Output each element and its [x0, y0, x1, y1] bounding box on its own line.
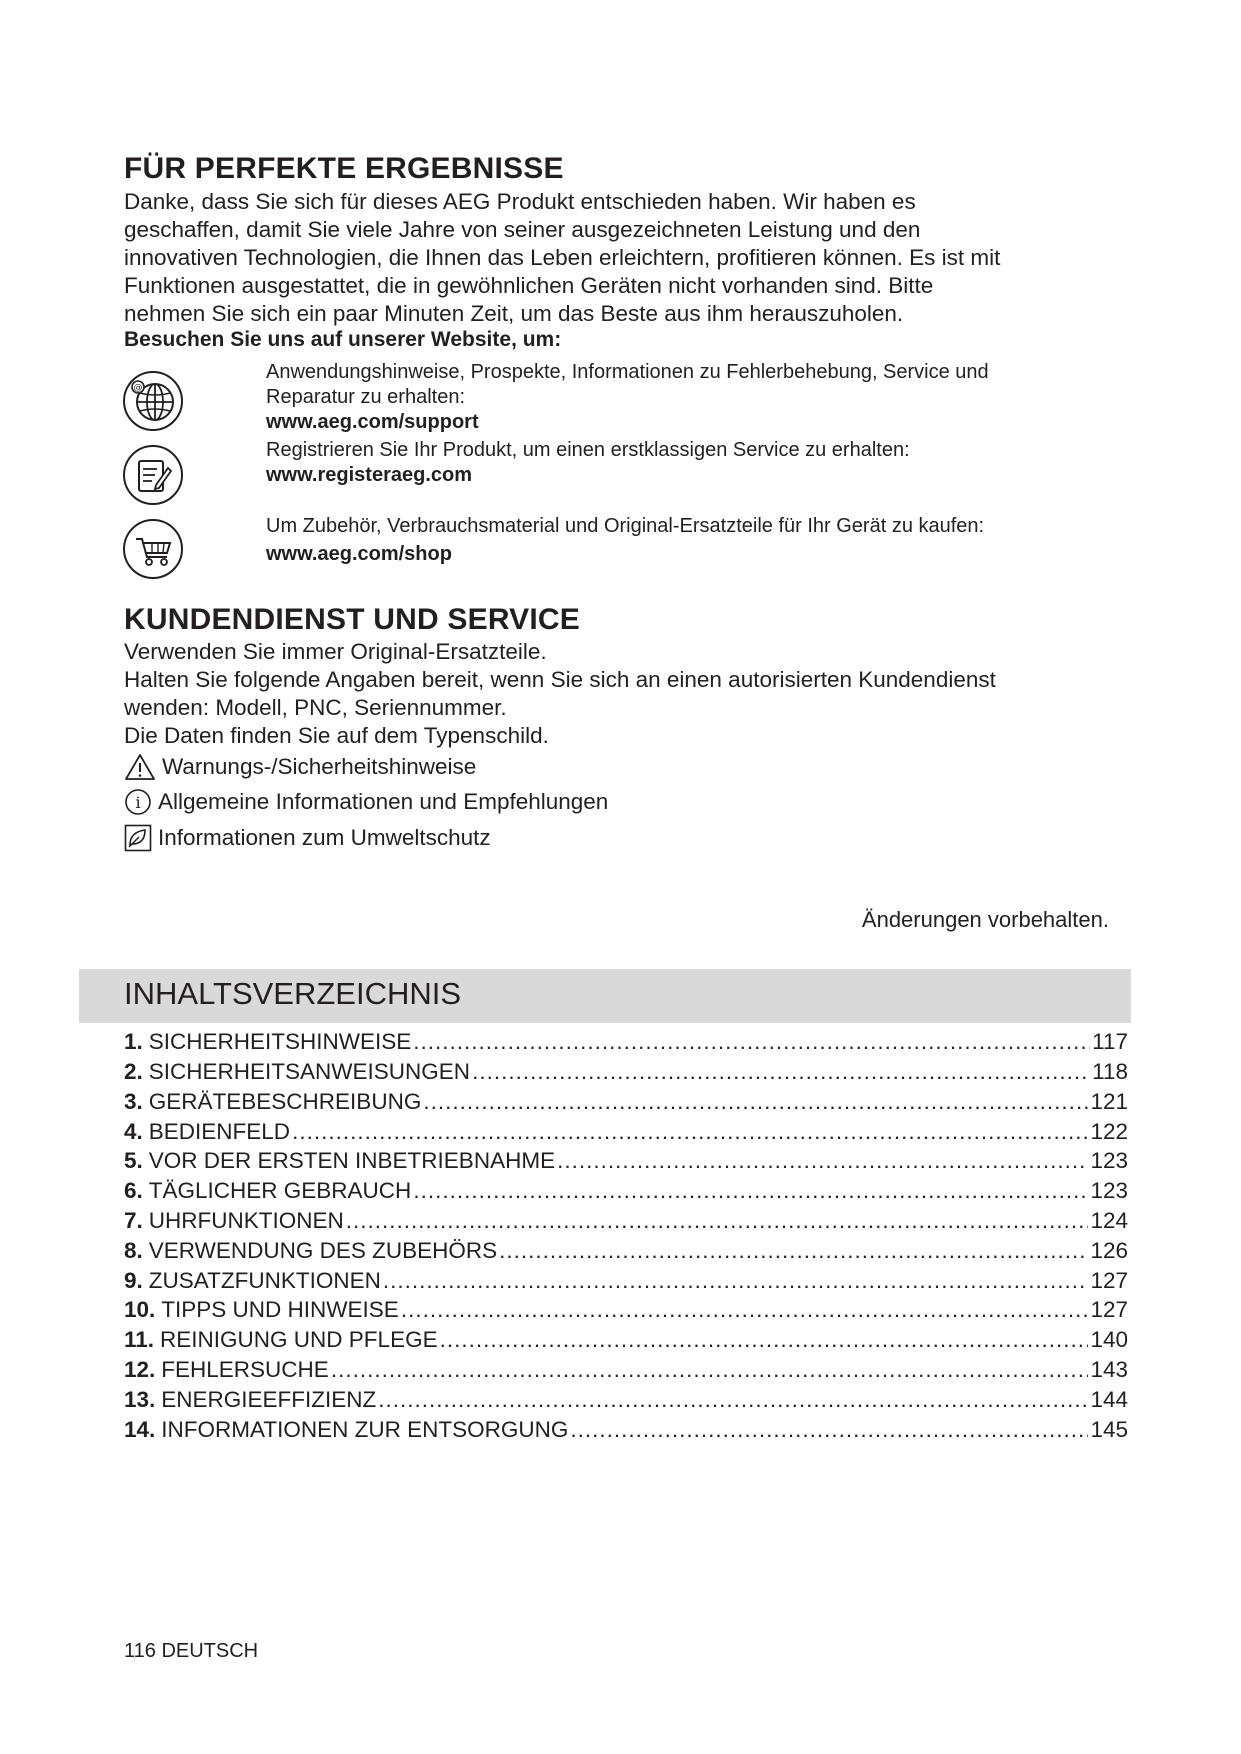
intro-line: geschaffen, damit Sie viele Jahre von seiner ausgezeichneten Leistung und den [124, 217, 921, 242]
toc-entry[interactable] [124, 1029, 1128, 1059]
toc-leader-dots [472, 1059, 1090, 1085]
toc-entry-number: 9. [124, 1268, 143, 1293]
toc-leader-dots [413, 1029, 1090, 1055]
toc-entry[interactable] [124, 1089, 1128, 1119]
toc-entry-label: ENERGIEEFFIZIENZ [161, 1387, 377, 1412]
toc-entry-page: 121 [1090, 1089, 1128, 1114]
section-heading-perfect-results: FÜR PERFEKTE ERGEBNISSE [124, 152, 564, 185]
toc-entry-page: 145 [1090, 1417, 1128, 1442]
register-link-block [266, 438, 1126, 488]
toc-entry-number: 10. [124, 1297, 156, 1322]
toc-entry-number: 8. [124, 1238, 143, 1263]
toc-entry[interactable] [124, 1327, 1128, 1357]
intro-line: Danke, dass Sie sich für dieses AEG Produkt entschieden haben. Wir haben es [124, 189, 916, 214]
service-line: wenden: Modell, PNC, Seriennummer. [124, 695, 507, 720]
legend-environment-label: Informationen zum Umweltschutz [158, 825, 491, 850]
legend-info [124, 788, 608, 816]
toc-entry-page: 118 [1092, 1059, 1128, 1084]
toc-entry-number: 2. [124, 1059, 143, 1084]
toc-entry-label: FEHLERSUCHE [161, 1357, 329, 1382]
intro-line: nehmen Sie sich ein paar Minuten Zeit, um das Beste aus ihm herauszuholen. [124, 301, 904, 326]
support-text-line: Anwendungshinweise, Prospekte, Informationen zu Fehlerbehebung, Service und [266, 361, 989, 383]
register-text-line: Registrieren Sie Ihr Produkt, um einen erstklassigen Service zu erhalten: [266, 439, 910, 461]
toc-entry-label: TÄGLICHER GEBRAUCH [148, 1178, 412, 1203]
toc-entry-number: 7. [124, 1208, 143, 1233]
svg-text:@: @ [133, 383, 143, 393]
service-line: Verwenden Sie immer Original-Ersatzteile. [124, 639, 547, 664]
toc-entry-page: 122 [1090, 1119, 1128, 1144]
toc-entry-page: 127 [1090, 1297, 1128, 1322]
shop-text-line: Um Zubehör, Verbrauchsmaterial und Original-Ersatzteile für Ihr Gerät zu kaufen: [266, 515, 985, 537]
service-paragraph [124, 638, 1134, 750]
toc-entry-label: SICHERHEITSANWEISUNGEN [148, 1059, 471, 1084]
toc-entry-number: 6. [124, 1178, 143, 1203]
toc-entry-page: 127 [1090, 1268, 1128, 1293]
toc-entry-label: SICHERHEITSHINWEISE [148, 1029, 412, 1054]
legend-environment [124, 824, 491, 852]
globe-icon [122, 370, 184, 432]
page-footer-label: 116 DEUTSCH [124, 1640, 259, 1662]
toc-entry[interactable] [124, 1178, 1128, 1208]
toc-leader-dots [423, 1089, 1088, 1115]
toc-entry-label: VOR DER ERSTEN INBETRIEBNAHME [148, 1148, 556, 1173]
toc-entry-label: REINIGUNG UND PFLEGE [160, 1327, 438, 1352]
shop-url-link[interactable]: www.aeg.com/shop [266, 543, 452, 565]
toc-entry-page: 144 [1090, 1387, 1128, 1412]
toc-entry-number: 5. [124, 1148, 143, 1173]
legend-warning [124, 753, 476, 781]
info-icon [124, 788, 152, 816]
toc-entry-page: 117 [1092, 1029, 1128, 1054]
toc-entry-page: 143 [1090, 1357, 1128, 1382]
toc-entry-label: GERÄTEBESCHREIBUNG [148, 1089, 422, 1114]
section-heading-customer-service: KUNDENDIENST UND SERVICE [124, 603, 580, 636]
toc-leader-dots [413, 1178, 1088, 1204]
toc-entry-page: 123 [1090, 1178, 1128, 1203]
toc-leader-dots [401, 1297, 1089, 1323]
toc-entry[interactable] [124, 1297, 1128, 1327]
support-url-link[interactable]: www.aeg.com/support [266, 411, 479, 433]
toc-entry[interactable] [124, 1059, 1128, 1089]
shopping-cart-icon [122, 518, 184, 580]
toc-leader-dots [383, 1268, 1089, 1294]
toc-entry-number: 11. [124, 1327, 155, 1352]
toc-entry-page: 123 [1090, 1148, 1128, 1173]
environment-leaf-icon [124, 824, 152, 852]
toc-entry[interactable] [124, 1208, 1128, 1238]
toc-entry-page: 140 [1090, 1327, 1128, 1352]
toc-leader-dots [440, 1327, 1089, 1353]
toc-entry-label: TIPPS UND HINWEISE [161, 1297, 399, 1322]
intro-paragraph [124, 188, 1134, 328]
toc-leader-dots [346, 1208, 1089, 1234]
toc-entry[interactable] [124, 1357, 1128, 1387]
toc-entry-label: BEDIENFELD [148, 1119, 291, 1144]
toc-entry-number: 12. [124, 1357, 156, 1382]
toc-leader-dots [499, 1238, 1088, 1264]
support-link-block [266, 360, 1126, 435]
toc-entry-number: 14. [124, 1417, 156, 1442]
toc-entry-label: INFORMATIONEN ZUR ENTSORGUNG [161, 1417, 569, 1442]
legend-info-label: Allgemeine Informationen und Empfehlungen [158, 789, 609, 814]
toc-entry-number: 4. [124, 1119, 143, 1144]
toc-entry-page: 126 [1090, 1238, 1128, 1263]
intro-line: Funktionen ausgestattet, die in gewöhnlichen Geräten nicht vorhanden sind. Bitte [124, 273, 934, 298]
shop-link-block [266, 514, 1126, 567]
service-line: Halten Sie folgende Angaben bereit, wenn Sie sich an einen autorisierten Kundendienst [124, 667, 996, 692]
toc-entry[interactable] [124, 1268, 1128, 1298]
toc-leader-dots [557, 1148, 1088, 1174]
toc-entry-label: ZUSATZFUNKTIONEN [148, 1268, 381, 1293]
support-text-line: Reparatur zu erhalten: [266, 386, 466, 408]
toc-entry-number: 1. [124, 1029, 143, 1054]
svg-text:i: i [135, 793, 141, 812]
toc-entry-number: 13. [124, 1387, 156, 1412]
toc-leader-dots [331, 1357, 1089, 1383]
toc-leader-dots [378, 1387, 1088, 1413]
service-line: Die Daten finden Sie auf dem Typenschild. [124, 723, 549, 748]
toc-entry[interactable] [124, 1119, 1128, 1149]
toc-entry-label: VERWENDUNG DES ZUBEHÖRS [148, 1238, 498, 1263]
toc-entry[interactable] [124, 1238, 1128, 1268]
toc-entry[interactable] [124, 1148, 1128, 1178]
website-intro: Besuchen Sie uns auf unserer Website, um: [124, 328, 562, 351]
toc-entry-label: UHRFUNKTIONEN [148, 1208, 344, 1233]
toc-entry[interactable] [124, 1417, 1128, 1447]
toc-entry[interactable] [124, 1387, 1128, 1417]
toc-entry-page: 124 [1090, 1208, 1128, 1233]
toc-leader-dots [570, 1417, 1088, 1443]
toc-entry-number: 3. [124, 1089, 143, 1114]
legend-warning-label: Warnungs-/Sicherheitshinweise [162, 754, 477, 779]
register-document-icon [122, 444, 184, 506]
intro-line: innovativen Technologien, die Ihnen das Leben erleichtern, profitieren können. Es ist mit [124, 245, 1001, 270]
warning-triangle-icon [124, 753, 156, 781]
toc-title: INHALTSVERZEICHNIS [124, 976, 462, 1011]
toc-leader-dots [292, 1119, 1088, 1145]
register-url-link[interactable]: www.registeraeg.com [266, 464, 472, 486]
changes-notice: Änderungen vorbehalten. [861, 907, 1109, 932]
